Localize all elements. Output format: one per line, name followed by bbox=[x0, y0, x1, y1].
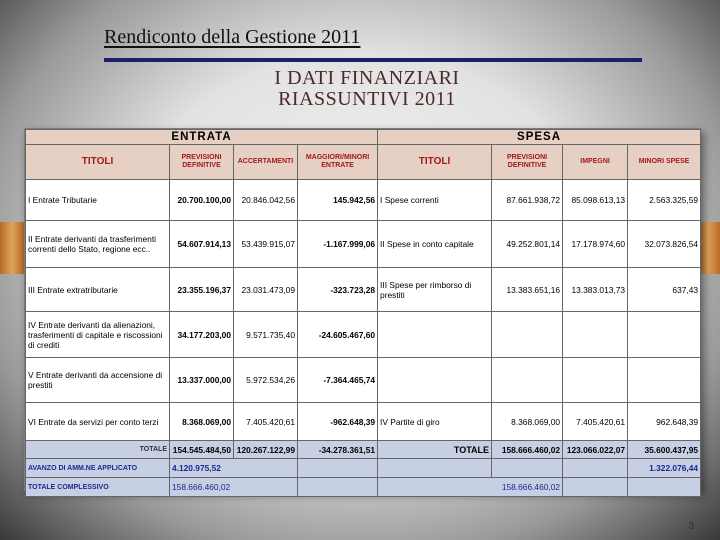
spesa-titolo: II Spese in conto capitale bbox=[378, 221, 492, 268]
spesa-titolo: III Spese per rimborso di prestiti bbox=[378, 268, 492, 312]
spesa-previsioni: 87.661.938,72 bbox=[492, 180, 563, 221]
entrata-maggiori-minori: 145.942,56 bbox=[298, 180, 378, 221]
entrata-previsioni: 13.337.000,00 bbox=[170, 358, 234, 403]
totale-complessivo-row bbox=[26, 478, 701, 497]
title-rule bbox=[104, 58, 642, 62]
table-row bbox=[26, 180, 701, 221]
entrata-accertamenti: 9.571.735,40 bbox=[234, 312, 298, 358]
totale-spesa-previsioni: 158.666.460,02 bbox=[492, 441, 563, 459]
totale-spesa-label: TOTALE bbox=[378, 441, 492, 459]
spesa-minori bbox=[628, 358, 701, 403]
avanzo-row bbox=[26, 459, 701, 478]
spesa-minori bbox=[628, 312, 701, 358]
totale-accertamenti: 120.267.122,99 bbox=[234, 441, 298, 459]
spesa-minori: 637,43 bbox=[628, 268, 701, 312]
spesa-minori: 32.073.826,54 bbox=[628, 221, 701, 268]
entrata-maggiori-minori: -962.648,39 bbox=[298, 403, 378, 441]
financial-table bbox=[24, 128, 701, 491]
entrata-accertamenti: 20.846.042,56 bbox=[234, 180, 298, 221]
spesa-previsioni bbox=[492, 358, 563, 403]
spesa-impegni: 13.383.013,73 bbox=[563, 268, 628, 312]
spesa-minori: 2.563.325,59 bbox=[628, 180, 701, 221]
entrata-maggiori-minori: -323.723,28 bbox=[298, 268, 378, 312]
entrata-maggiori-minori: -7.364.465,74 bbox=[298, 358, 378, 403]
totale-entrata-label: TOTALE bbox=[26, 441, 170, 459]
entrata-header: ENTRATA bbox=[26, 130, 378, 145]
totale-complessivo-spesa: 158.666.460,02 bbox=[378, 478, 563, 497]
entrata-previsioni: 34.177.203,00 bbox=[170, 312, 234, 358]
entrata-maggiori-minori: -24.605.467,60 bbox=[298, 312, 378, 358]
spesa-previsioni: 13.383.651,16 bbox=[492, 268, 563, 312]
entrata-maggiori-minori: -1.167.999,06 bbox=[298, 221, 378, 268]
table-row bbox=[26, 312, 701, 358]
spesa-previsioni bbox=[492, 312, 563, 358]
avanzo-spesa-value: 1.322.076,44 bbox=[628, 459, 701, 478]
spesa-impegni: 85.098.613,13 bbox=[563, 180, 628, 221]
entrata-titolo: V Entrate derivanti da accensione di prestiti bbox=[26, 358, 170, 403]
entrata-titolo: IV Entrate derivanti da alienazioni, trasferimenti di capitale e riscossioni di crediti bbox=[26, 312, 170, 358]
spesa-minori: 962.648,39 bbox=[628, 403, 701, 441]
totale-complessivo-entrata: 158.666.460,02 bbox=[170, 478, 298, 497]
left-decor-tab bbox=[0, 222, 24, 274]
spesa-titolo bbox=[378, 358, 492, 403]
totale-entrata-previsioni: 154.545.484,50 bbox=[170, 441, 234, 459]
col-previsioni-spesa: PREVISIONI DEFINITIVE bbox=[492, 145, 563, 180]
entrata-titolo: VI Entrate da servizi per conto terzi bbox=[26, 403, 170, 441]
totale-complessivo-label: TOTALE COMPLESSIVO bbox=[26, 478, 170, 497]
avanzo-entrata-value: 4.120.975,52 bbox=[170, 459, 298, 478]
totale-impegni: 123.066.022,07 bbox=[563, 441, 628, 459]
table-row bbox=[26, 358, 701, 403]
entrata-accertamenti: 53.439.915,07 bbox=[234, 221, 298, 268]
spesa-previsioni: 49.252.801,14 bbox=[492, 221, 563, 268]
entrata-titolo: III Entrate extratributarie bbox=[26, 268, 170, 312]
entrata-titolo: II Entrate derivanti da trasferimenti correnti dello Stato, regione ecc.. bbox=[26, 221, 170, 268]
table-row bbox=[26, 221, 701, 268]
avanzo-label: AVANZO DI AMM.NE APPLICATO bbox=[26, 459, 170, 478]
col-accertamenti: ACCERTAMENTI bbox=[234, 145, 298, 180]
spesa-titolo: I Spese correnti bbox=[378, 180, 492, 221]
col-titoli-spesa: TITOLI bbox=[378, 145, 492, 180]
totale-row bbox=[26, 441, 701, 459]
entrata-previsioni: 8.368.069,00 bbox=[170, 403, 234, 441]
table-row bbox=[26, 268, 701, 312]
entrata-accertamenti: 23.031.473,09 bbox=[234, 268, 298, 312]
spesa-impegni: 7.405.420,61 bbox=[563, 403, 628, 441]
totale-maggiori-minori: -34.278.361,51 bbox=[298, 441, 378, 459]
totale-minori-spese: 35.600.437,95 bbox=[628, 441, 701, 459]
spesa-header: SPESA bbox=[378, 130, 701, 145]
col-minori-spese: MINORI SPESE bbox=[628, 145, 701, 180]
table-row bbox=[26, 403, 701, 441]
col-previsioni-entrata: PREVISIONI DEFINITIVE bbox=[170, 145, 234, 180]
spesa-previsioni: 8.368.069,00 bbox=[492, 403, 563, 441]
spesa-impegni bbox=[563, 358, 628, 403]
entrata-previsioni: 23.355.196,37 bbox=[170, 268, 234, 312]
slide-subtitle: I DATI FINANZIARI RIASSUNTIVI 2011 bbox=[274, 67, 460, 110]
spesa-impegni bbox=[563, 312, 628, 358]
col-impegni: IMPEGNI bbox=[563, 145, 628, 180]
col-maggiori-minori: MAGGIORI/MINORI ENTRATE bbox=[298, 145, 378, 180]
spesa-titolo bbox=[378, 312, 492, 358]
page-number: 3 bbox=[688, 521, 694, 532]
entrata-previsioni: 20.700.100,00 bbox=[170, 180, 234, 221]
slide-title: Rendiconto della Gestione 2011 bbox=[104, 26, 361, 48]
col-titoli-entrata: TITOLI bbox=[26, 145, 170, 180]
spesa-titolo: IV Partite di giro bbox=[378, 403, 492, 441]
entrata-titolo: I Entrate Tributarie bbox=[26, 180, 170, 221]
entrata-accertamenti: 5.972.534,26 bbox=[234, 358, 298, 403]
spesa-impegni: 17.178.974,60 bbox=[563, 221, 628, 268]
entrata-accertamenti: 7.405.420,61 bbox=[234, 403, 298, 441]
entrata-previsioni: 54.607.914,13 bbox=[170, 221, 234, 268]
